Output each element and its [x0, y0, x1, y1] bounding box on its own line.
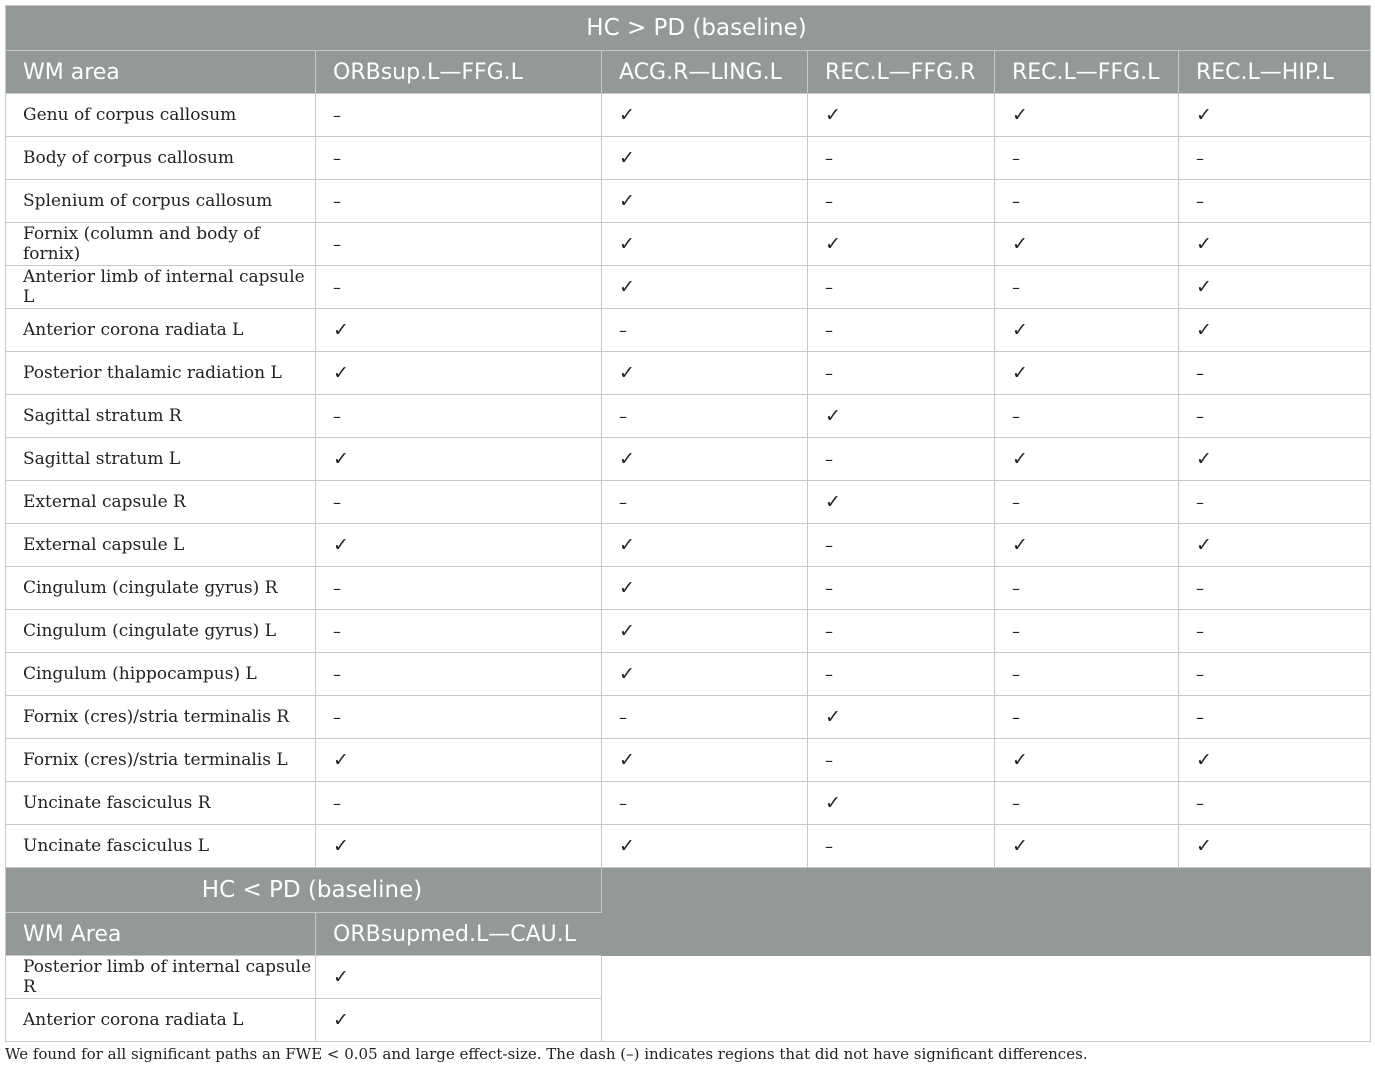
dash-cell: – — [995, 782, 1179, 825]
dash-cell: – — [1179, 180, 1371, 223]
check-mark-cell: ✓ — [316, 524, 602, 567]
results-table-container — [5, 5, 1370, 1042]
check-mark-cell: ✓ — [808, 395, 995, 438]
check-mark-cell: ✓ — [995, 739, 1179, 782]
column-header: WM area — [6, 51, 316, 94]
wm-area-cell: Posterior thalamic radiation L — [6, 352, 316, 395]
check-mark-cell: ✓ — [995, 524, 1179, 567]
check-mark-cell: ✓ — [316, 956, 602, 999]
table-row — [6, 352, 1371, 395]
table-row — [6, 481, 1371, 524]
check-mark-cell: ✓ — [602, 825, 808, 868]
check-mark-cell: ✓ — [995, 352, 1179, 395]
dash-cell: – — [995, 653, 1179, 696]
dash-cell: – — [602, 696, 808, 739]
check-mark-cell: ✓ — [602, 739, 808, 782]
section1-body — [6, 94, 1371, 868]
dash-cell: – — [1179, 137, 1371, 180]
section1-title-row — [6, 6, 1371, 51]
table-footnote: We found for all significant paths an FWE < 0.05 and large effect-size. The dash (–) indicates regions that did not have significant differences. — [5, 1045, 1088, 1063]
check-mark-cell: ✓ — [602, 567, 808, 610]
check-mark-cell: ✓ — [602, 137, 808, 180]
wm-area-cell: Anterior corona radiata L — [6, 999, 316, 1042]
check-mark-cell: ✓ — [1179, 438, 1371, 481]
dash-cell: – — [1179, 653, 1371, 696]
table-row — [6, 309, 1371, 352]
column-header: WM Area — [6, 913, 316, 956]
dash-cell: – — [995, 266, 1179, 309]
column-header: ORBsup.L—FFG.L — [316, 51, 602, 94]
check-mark-cell: ✓ — [316, 825, 602, 868]
check-mark-cell: ✓ — [316, 999, 602, 1042]
check-mark-cell: ✓ — [1179, 524, 1371, 567]
dash-cell: – — [1179, 782, 1371, 825]
table-row — [6, 94, 1371, 137]
dash-cell: – — [316, 696, 602, 739]
dash-cell: – — [808, 352, 995, 395]
wm-area-cell: Fornix (column and body of fornix) — [6, 223, 316, 266]
section1-header-row — [6, 51, 1371, 94]
table-row — [6, 696, 1371, 739]
table-row — [6, 610, 1371, 653]
dash-cell: – — [995, 395, 1179, 438]
dash-cell: – — [808, 610, 995, 653]
table-row — [6, 180, 1371, 223]
check-mark-cell: ✓ — [602, 180, 808, 223]
wm-area-cell: Splenium of corpus callosum — [6, 180, 316, 223]
dash-cell: – — [316, 266, 602, 309]
dash-cell: – — [316, 567, 602, 610]
table-row — [6, 653, 1371, 696]
wm-area-cell: Anterior corona radiata L — [6, 309, 316, 352]
table-row — [6, 782, 1371, 825]
dash-cell: – — [316, 782, 602, 825]
table-row — [6, 438, 1371, 481]
table-row — [6, 739, 1371, 782]
dash-cell: – — [808, 266, 995, 309]
check-mark-cell: ✓ — [602, 266, 808, 309]
check-mark-cell: ✓ — [316, 352, 602, 395]
check-mark-cell: ✓ — [602, 223, 808, 266]
check-mark-cell: ✓ — [808, 696, 995, 739]
section2-header-filler — [602, 868, 1371, 956]
wm-area-cell: Uncinate fasciculus L — [6, 825, 316, 868]
section2-title-row — [6, 868, 1371, 913]
wm-area-cell: Genu of corpus callosum — [6, 94, 316, 137]
dash-cell: – — [316, 94, 602, 137]
dash-cell: – — [602, 782, 808, 825]
dash-cell: – — [995, 481, 1179, 524]
check-mark-cell: ✓ — [602, 94, 808, 137]
wm-area-cell: Fornix (cres)/stria terminalis R — [6, 696, 316, 739]
table-row — [6, 266, 1371, 309]
results-table — [5, 5, 1371, 1042]
check-mark-cell: ✓ — [1179, 309, 1371, 352]
dash-cell: – — [1179, 352, 1371, 395]
check-mark-cell: ✓ — [995, 438, 1179, 481]
check-mark-cell: ✓ — [316, 438, 602, 481]
check-mark-cell: ✓ — [808, 782, 995, 825]
check-mark-cell: ✓ — [808, 223, 995, 266]
column-header: ACG.R—LING.L — [602, 51, 808, 94]
dash-cell: – — [1179, 610, 1371, 653]
check-mark-cell: ✓ — [808, 481, 995, 524]
dash-cell: – — [995, 610, 1179, 653]
check-mark-cell: ✓ — [602, 524, 808, 567]
dash-cell: – — [316, 180, 602, 223]
check-mark-cell: ✓ — [602, 610, 808, 653]
wm-area-cell: External capsule L — [6, 524, 316, 567]
check-mark-cell: ✓ — [1179, 739, 1371, 782]
check-mark-cell: ✓ — [316, 739, 602, 782]
wm-area-cell: Cingulum (cingulate gyrus) R — [6, 567, 316, 610]
dash-cell: – — [1179, 481, 1371, 524]
column-header: REC.L—FFG.L — [995, 51, 1179, 94]
wm-area-cell: Sagittal stratum R — [6, 395, 316, 438]
dash-cell: – — [1179, 395, 1371, 438]
check-mark-cell: ✓ — [1179, 94, 1371, 137]
dash-cell: – — [316, 223, 602, 266]
table-row — [6, 223, 1371, 266]
table-row — [6, 956, 1371, 999]
check-mark-cell: ✓ — [1179, 825, 1371, 868]
check-mark-cell: ✓ — [995, 309, 1179, 352]
wm-area-cell: Sagittal stratum L — [6, 438, 316, 481]
dash-cell: – — [1179, 696, 1371, 739]
wm-area-cell: Cingulum (cingulate gyrus) L — [6, 610, 316, 653]
wm-area-cell: Cingulum (hippocampus) L — [6, 653, 316, 696]
wm-area-cell: Posterior limb of internal capsule R — [6, 956, 316, 999]
table-row — [6, 825, 1371, 868]
dash-cell: – — [316, 137, 602, 180]
dash-cell: – — [316, 481, 602, 524]
wm-area-cell: Uncinate fasciculus R — [6, 782, 316, 825]
table-row — [6, 395, 1371, 438]
dash-cell: – — [316, 610, 602, 653]
dash-cell: – — [808, 309, 995, 352]
dash-cell: – — [602, 395, 808, 438]
dash-cell: – — [808, 653, 995, 696]
section1-title: HC > PD (baseline) — [6, 6, 1371, 51]
dash-cell: – — [995, 567, 1179, 610]
check-mark-cell: ✓ — [602, 653, 808, 696]
check-mark-cell: ✓ — [602, 352, 808, 395]
dash-cell: – — [316, 653, 602, 696]
wm-area-cell: Anterior limb of internal capsule L — [6, 266, 316, 309]
check-mark-cell: ✓ — [1179, 223, 1371, 266]
dash-cell: – — [602, 309, 808, 352]
wm-area-cell: External capsule R — [6, 481, 316, 524]
dash-cell: – — [1179, 567, 1371, 610]
column-header: REC.L—HIP.L — [1179, 51, 1371, 94]
check-mark-cell: ✓ — [995, 223, 1179, 266]
wm-area-cell: Fornix (cres)/stria terminalis L — [6, 739, 316, 782]
dash-cell: – — [995, 180, 1179, 223]
check-mark-cell: ✓ — [602, 438, 808, 481]
table-row — [6, 524, 1371, 567]
column-header: REC.L—FFG.R — [808, 51, 995, 94]
section2-body — [6, 868, 1371, 1042]
dash-cell: – — [808, 825, 995, 868]
check-mark-cell: ✓ — [808, 94, 995, 137]
dash-cell: – — [808, 739, 995, 782]
section2-title: HC < PD (baseline) — [6, 868, 602, 913]
dash-cell: – — [808, 567, 995, 610]
dash-cell: – — [316, 395, 602, 438]
dash-cell: – — [995, 696, 1179, 739]
table-row — [6, 567, 1371, 610]
dash-cell: – — [808, 438, 995, 481]
dash-cell: – — [602, 481, 808, 524]
check-mark-cell: ✓ — [995, 94, 1179, 137]
column-header: ORBsupmed.L—CAU.L — [316, 913, 602, 956]
table-row — [6, 137, 1371, 180]
wm-area-cell: Body of corpus callosum — [6, 137, 316, 180]
dash-cell: – — [808, 524, 995, 567]
dash-cell: – — [808, 180, 995, 223]
section2-body-filler — [602, 956, 1371, 1042]
dash-cell: – — [808, 137, 995, 180]
dash-cell: – — [995, 137, 1179, 180]
check-mark-cell: ✓ — [1179, 266, 1371, 309]
check-mark-cell: ✓ — [995, 825, 1179, 868]
check-mark-cell: ✓ — [316, 309, 602, 352]
